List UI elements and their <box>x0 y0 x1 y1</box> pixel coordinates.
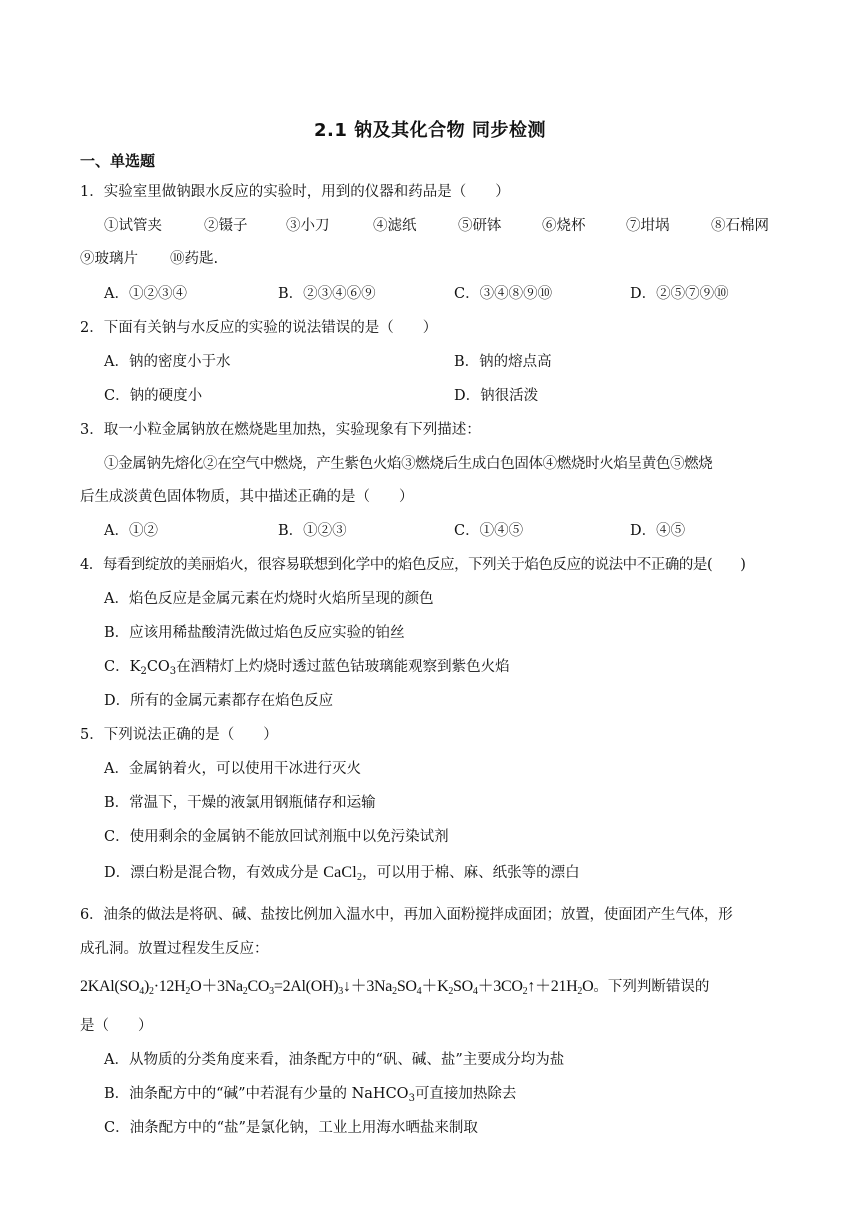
q1-item: ⑥烧杯 <box>542 218 586 234</box>
q1-item: ⑤研钵 <box>458 218 502 234</box>
formula-subscript: 4 <box>472 986 478 997</box>
option-b: B．油条配方中的“碱”中若混有少量的 NaHCO$_3$可直接加热除去 <box>104 1086 517 1104</box>
option-c: C．钠的硬度小 <box>104 388 203 404</box>
option-b: B．应该用稀盐酸清洗做过焰色反应实验的铂丝 <box>104 625 405 641</box>
option-a: A．钠的密度小于水 <box>104 354 231 370</box>
option-a: A．从物质的分类角度来看，油条配方中的“矾、碱、盐”主要成分均为盐 <box>104 1052 565 1068</box>
reaction-equation: $2KAl(SO_4)_2\cdot 12H_2O+3Na_2CO_3=2Al(OH)_3↓+3Na_2SO_4+K_2SO_4+3CO_2↑+21H_2O$。下列判断错误的 <box>80 978 710 997</box>
formula-subscript: 3 <box>269 986 274 997</box>
option-b: B．常温下，干燥的液氯用钢瓶储存和运输 <box>104 795 376 811</box>
option-b: B．①②③ <box>278 523 347 539</box>
option-c: C．③④⑧⑨⑩ <box>454 286 553 302</box>
option-a: A．①②③④ <box>104 286 187 302</box>
section-heading: 一、单选题 <box>80 152 156 170</box>
formula-subscript: 2 <box>242 986 248 997</box>
formula-subscript: 2 <box>577 986 583 997</box>
formula-part: ＋K <box>421 978 449 995</box>
formula-subscript: 4 <box>139 986 144 997</box>
option-d: D．所有的金属元素都存在焰色反应 <box>104 693 334 709</box>
option-a: A．金属钠着火，可以使用干冰进行灭火 <box>104 761 361 777</box>
formula-subscript: 2 <box>392 986 397 997</box>
question-4-stem: 4．每看到绽放的美丽焰火，很容易联想到化学中的焰色反应，下列关于焰色反应的说法中不正确的是( ) <box>80 557 746 573</box>
q1-item: ⑦坩埚 <box>626 218 670 234</box>
question-6-stem-line2: 成孔洞。放置过程发生反应： <box>80 941 269 957</box>
page-title: 2.1 钠及其化合物 同步检测 <box>314 120 546 141</box>
option-b: B．钠的熔点高 <box>454 354 552 370</box>
formula-part: O＋3Na <box>190 978 243 995</box>
option-d: D．漂白粉是混合物，有效成分是 CaCl$_2$，可以用于棉、麻、纸张等的漂白 <box>104 864 580 883</box>
formula-part: ↑＋21H <box>527 978 578 995</box>
option-c: C．①④⑤ <box>454 523 524 539</box>
q1-item: ③小刀 <box>286 218 330 234</box>
reaction-formula <box>80 978 593 995</box>
question-6-stem-end: 是（ ） <box>80 1018 153 1034</box>
formula-part: SO <box>396 978 417 995</box>
formula-subscript: 2 <box>522 986 528 997</box>
formula-part: =2Al(OH) <box>273 978 339 995</box>
formula-subscript: 4 <box>416 986 422 997</box>
question-5-stem: 5．下列说法正确的是（ ） <box>80 727 278 743</box>
formula-part: 2KAl(SO <box>80 978 140 995</box>
option-c: C．油条配方中的“盐”是氯化钠，工业上用海水晒盐来制取 <box>104 1120 478 1136</box>
q1-item: ①试管夹 <box>104 218 162 234</box>
q1-item: ⑨玻璃片 <box>80 251 138 267</box>
formula-part: ＋3CO <box>477 978 523 995</box>
option-d: D．钠很活泼 <box>454 388 539 404</box>
formula-part: ↓＋3Na <box>342 978 393 995</box>
question-2-stem: 2．下面有关钠与水反应的实验的说法错误的是（ ） <box>80 320 438 336</box>
question-3-statements: ①金属钠先熔化②在空气中燃烧，产生紫色火焰③燃烧后生成白色固体④燃烧时火焰呈黄色⑤燃烧 <box>104 456 713 472</box>
option-a: A．焰色反应是金属元素在灼烧时火焰所呈现的颜色 <box>104 591 434 607</box>
question-1-stem: 1．实验室里做钠跟水反应的实验时，用到的仪器和药品是（ ） <box>80 184 510 200</box>
option-d: D．④⑤ <box>630 523 686 539</box>
formula-subscript: 2 <box>448 986 454 997</box>
q1-item: ④滤纸 <box>373 218 417 234</box>
option-b: B．②③④⑥⑨ <box>278 286 376 302</box>
formula-subscript: 3 <box>338 986 343 997</box>
option-c: C．使用剩余的金属钠不能放回试剂瓶中以免污染试剂 <box>104 829 449 845</box>
q1-item: ⑧石棉网 <box>711 218 769 234</box>
option-c: C．$K_2CO_3$在酒精灯上灼烧时透过蓝色钴玻璃能观察到紫色火焰 <box>104 659 510 677</box>
formula-part: ·12H <box>153 978 186 995</box>
option-d: D．②⑤⑦⑨⑩ <box>630 286 729 302</box>
formula-part: SO <box>453 978 473 995</box>
question-3-stem: 3．取一小粒金属钠放在燃烧匙里加热，实验现象有下列描述： <box>80 422 481 438</box>
option-a: A．①② <box>104 523 158 539</box>
question-3-stem-end: 后生成淡黄色固体物质，其中描述正确的是（ ） <box>80 489 414 505</box>
q1-item: ⑩药匙. <box>170 251 219 267</box>
question-6-stem: 6．油条的做法是将矾、碱、盐按比例加入温水中，再加入面粉搅拌成面团；放置，使面团产生气体，形 <box>80 907 733 923</box>
formula-subscript: 2 <box>148 986 154 997</box>
formula-subscript: 2 <box>185 986 191 997</box>
formula-part: O <box>582 978 594 995</box>
formula-part: ) <box>143 978 149 995</box>
q1-item: ②镊子 <box>204 218 248 234</box>
formula-part: CO <box>247 978 270 995</box>
